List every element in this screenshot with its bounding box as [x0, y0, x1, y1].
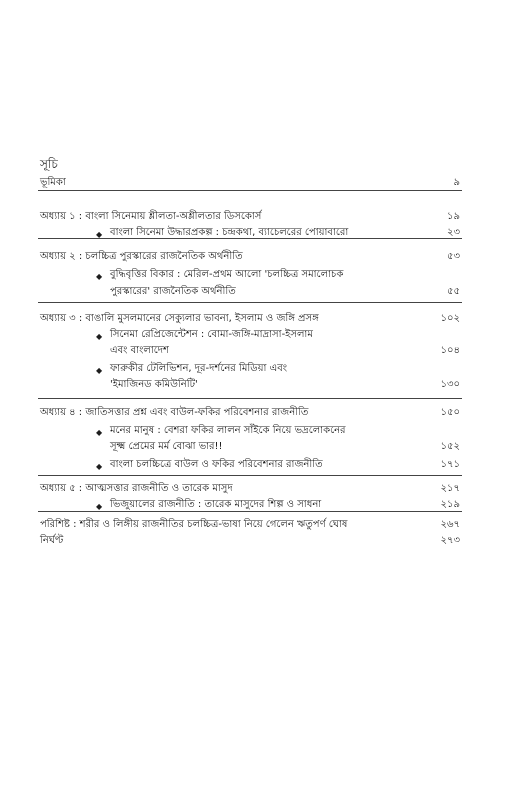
entry-text: অধ্যায় ৩ : বাঙালি মুসলমানের সেক্যুলার ভাবনা, ইসলাম ও জঙ্গি প্রসঙ্গ — [40, 313, 319, 324]
bullet-icon: ◆ — [96, 502, 103, 511]
entry-page: ১৩০ — [440, 379, 460, 390]
entry-page: ১৭১ — [440, 459, 460, 470]
entry-page: ১৫০ — [440, 407, 460, 418]
entry-text: নির্ঘণ্ট — [40, 535, 64, 546]
bullet-icon: ◆ — [96, 366, 103, 375]
entry-text: পুরস্কারের' রাজনৈতিক অর্থনীতি — [110, 286, 236, 297]
entry-text: অধ্যায় ৪ : জাতিসত্তার প্রশ্ন এবং বাউল-ফকির পরিবেশনার রাজনীতি — [40, 407, 309, 418]
entry-page: ২৩ — [446, 227, 460, 238]
entry-text: পরিশিষ্ট : শরীর ও লিঙ্গীয় রাজনীতির চলচ্চিত্র-ভাষা নিয়ে গেলেন ঋতুপর্ণ ঘোষ — [40, 519, 348, 530]
entry-text: অধ্যায় ১ : বাংলা সিনেমায় শ্লীলতা-অশ্লীলতার ডিসকোর্স — [40, 211, 262, 222]
entry-text: ফারুকীর টেলিভিশন, দূর-দর্শনের মিডিয়া এবং — [110, 363, 288, 374]
entry-page: ২১৭ — [440, 483, 460, 494]
entry-page: ৫৫ — [447, 286, 460, 297]
entry-text: সিনেমা রেপ্রিজেন্টেশন : বোমা-জঙ্গি-মাদ্রাসা-ইসলাম — [110, 329, 313, 340]
entry-text: অধ্যায় ৫ : আত্মসত্তার রাজনীতি ও তারেক মাসুদ — [40, 483, 233, 494]
entry-text: 'ইমাজিনড কমিউনিটি' — [110, 379, 198, 390]
entry-text: বাংলা চলচ্চিত্রে বাউল ও ফকির পরিবেশনার রাজনীতি — [110, 459, 323, 470]
entry-text: মনের মানুষ : বেশরা ফকির লালন সাঁইকে নিয়ে ভদ্রলোকনের — [110, 425, 346, 436]
bullet-icon: ◆ — [96, 462, 103, 471]
entry-text: ভূমিকা — [40, 177, 66, 188]
entry-page: ২১৯ — [440, 499, 460, 510]
entry-page: ১৯ — [447, 211, 460, 222]
entry-page: ১০২ — [440, 313, 460, 324]
entry-page: ৫৩ — [447, 251, 460, 262]
toc-title: সূচি — [40, 157, 58, 171]
divider — [38, 475, 462, 476]
entry-text: অধ্যায় ২ : চলচ্চিত্র পুরস্কারের রাজনৈতিক অর্থনীতি — [40, 251, 243, 262]
divider — [38, 398, 462, 399]
entry-text: এবং বাংলাদেশ — [110, 345, 169, 356]
entry-page: ২৬৭ — [440, 519, 460, 530]
bullet-icon: ◆ — [96, 428, 103, 437]
bullet-icon: ◆ — [96, 272, 103, 281]
bullet-icon: ◆ — [96, 332, 103, 341]
bullet-icon: ◆ — [96, 230, 103, 239]
divider — [38, 190, 462, 191]
entry-page: ৯ — [453, 177, 460, 188]
entry-text: সূক্ষ্ম প্রেমের মর্ম বোঝা ভার!! — [110, 441, 223, 452]
entry-page: ২৭৩ — [440, 535, 460, 546]
entry-text: ভিজুয়ালের রাজনীতি : তারেক মাসুদের শিল্প ও সাধনা — [110, 499, 322, 510]
entry-text: বুদ্ধিবৃত্তির বিকার : মেরিল-প্রথম আলো 'চলচ্চিত্র সমালোচক — [110, 269, 344, 280]
entry-text: বাংলা সিনেমা উদ্ধারপ্রকল্প : চন্দ্রকথা, ব্যাচেলরের পোয়াবারো — [110, 227, 349, 238]
divider — [38, 302, 462, 303]
entry-page: ১৫২ — [440, 441, 460, 452]
entry-page: ১০৪ — [440, 345, 460, 356]
